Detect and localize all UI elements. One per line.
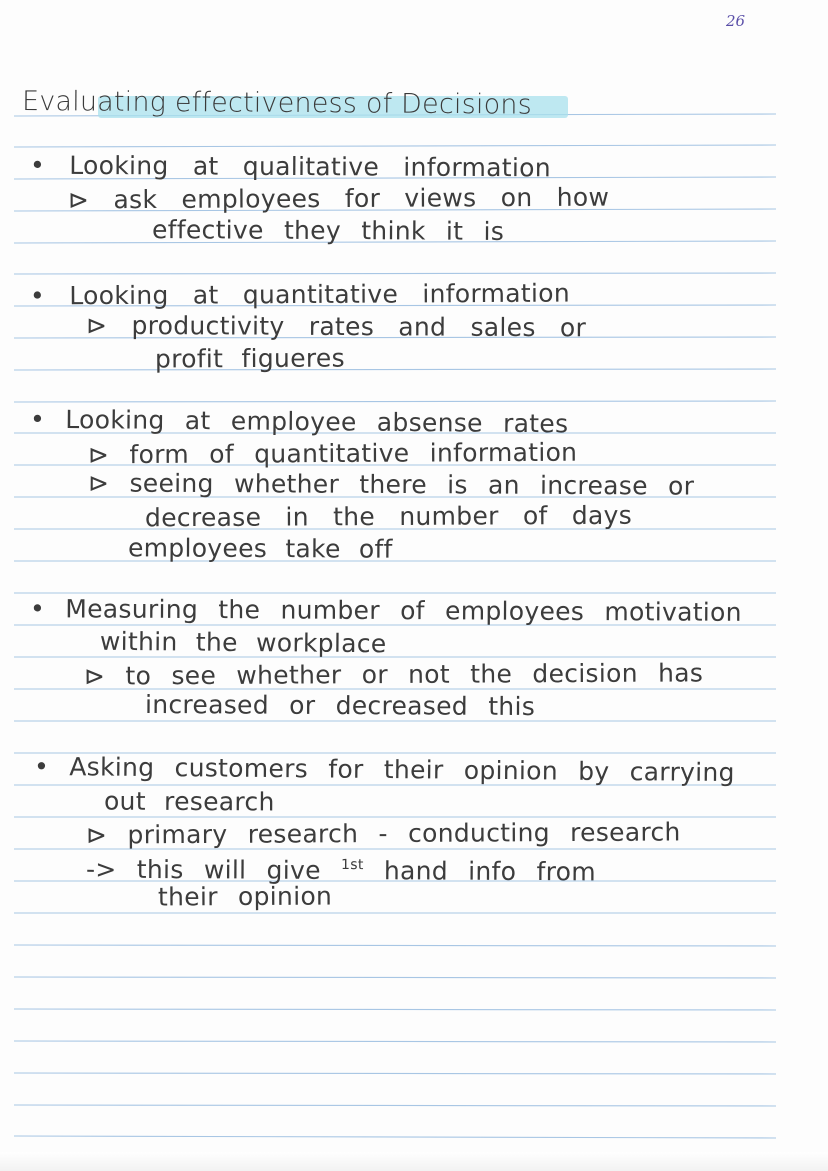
note-continuation: increased or decreased this [144,689,536,722]
ruled-line [14,145,776,147]
ruled-line [14,401,776,402]
arrow-note: ⊳ to see whether or not the decision has [83,658,704,691]
ruled-line [14,273,776,274]
arrow-note: ⊳ primary research - conducting research [85,817,681,850]
note-continuation: decrease in the number of days [144,500,633,533]
arrow-note: ⊳ seeing whether there is an increase or [87,468,695,501]
note-continuation: employees take off [127,533,393,564]
arrow-note: ⊳ productivity rates and sales or [85,310,587,343]
bullet-heading: • Looking at quantitative information [29,278,571,311]
ruled-line [14,1105,776,1106]
ruled-line [14,1009,776,1010]
note-continuation: out research [103,786,275,817]
ruled-line [14,977,776,978]
ruled-line [14,1041,776,1042]
page-title: Evaluating effectiveness of Decisions [21,86,533,121]
ruled-line [14,945,776,946]
note-continuation: profit figueres [154,343,345,374]
arrow-note-end: hand info from [383,856,597,887]
ruled-line [14,1073,776,1074]
page-number: 26 [726,12,746,30]
bullet-heading: • Measuring the number of employees motivation [29,594,742,627]
note-continuation: effective they think it is [151,215,505,246]
page-bottom-edge [0,1152,828,1171]
superscript-first: 1st [341,857,364,874]
arrow-note: ⊳ ask employees for views on how [67,182,610,215]
bullet-heading: • Looking at qualitative information [29,150,552,183]
arrow-note-start: -> this will give [85,854,321,885]
ruled-line [14,1136,776,1138]
bullet-heading: • Looking at employee absense rates [29,404,569,439]
note-continuation: their opinion [157,881,333,912]
arrow-note: ⊳ form of quantitative information [87,437,578,470]
bullet-heading: • Asking customers for their opinion by carrying [33,751,735,788]
ruled-line [14,369,776,370]
note-continuation: within the workplace [99,626,387,659]
